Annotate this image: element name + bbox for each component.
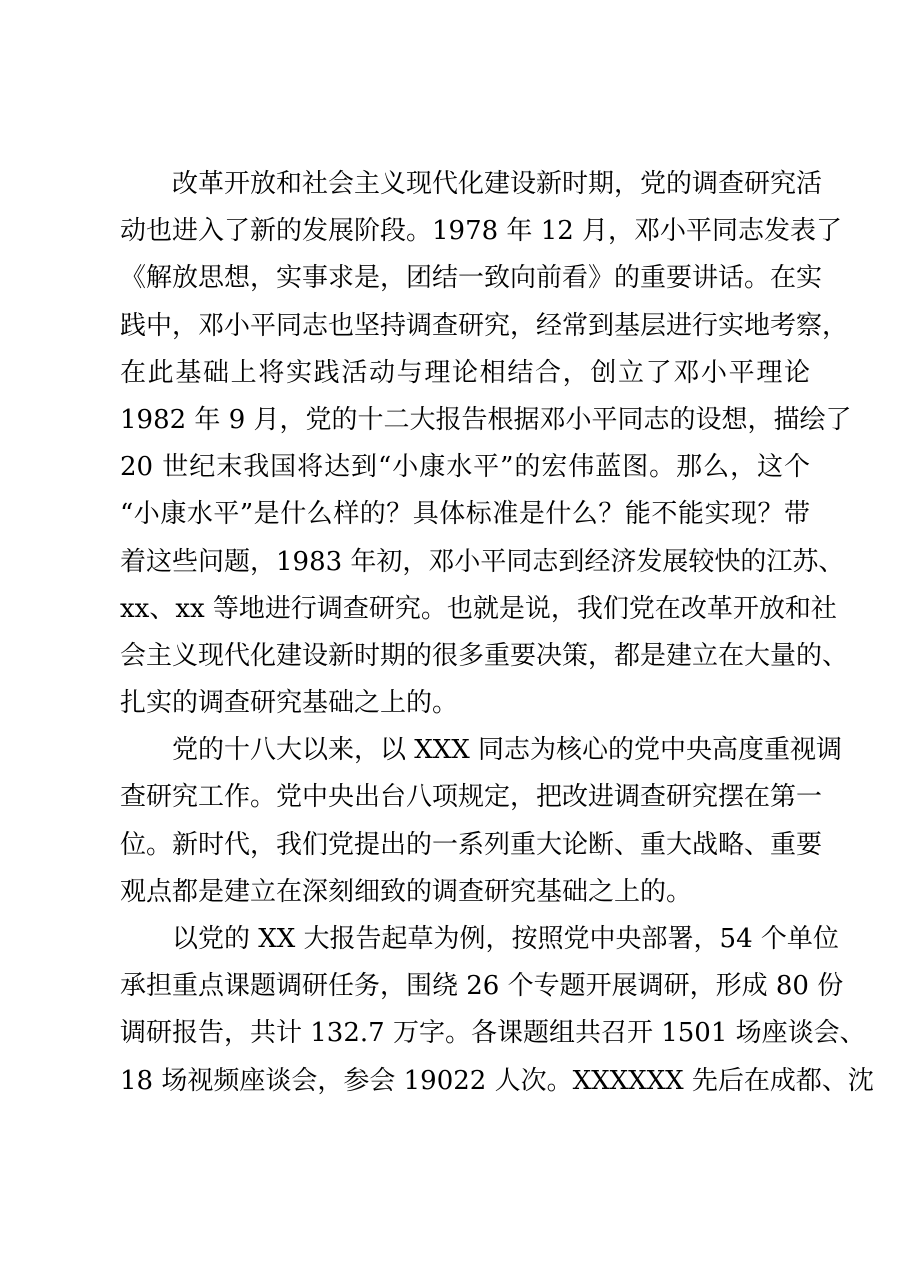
text-line: 着这些问题，1983 年初，邓小平同志到经济发展较快的江苏、 (120, 546, 845, 577)
text-line: 党的十八大以来，以 XXX 同志为核心的党中央高度重视调 (172, 735, 843, 766)
paragraph-1 (120, 161, 852, 727)
text-line: 在此基础上将实践活动与理论相结合，创立了邓小平理论 (120, 357, 810, 388)
text-line: 调研报告，共计 132.7 万字。各课题组共召开 1501 场座谈会、 (120, 1018, 866, 1049)
text-line: 位。新时代，我们党提出的一系列重大论断、重大战略、重要 (120, 829, 823, 860)
text-line: 会主义现代化建设新时期的很多重要决策，都是建立在大量的、 (120, 640, 849, 671)
text-line: 践中，邓小平同志也坚持调查研究，经常到基层进行实地考察， (120, 310, 849, 341)
document-body (120, 161, 874, 1105)
text-line: 《解放思想，实事求是，团结一致向前看》的重要讲话。在实 (120, 263, 823, 294)
text-line: 以党的 XX 大报告起草为例，按照党中央部署，54 个单位 (172, 924, 839, 954)
paragraph-2 (120, 727, 843, 916)
text-line: 动也进入了新的发展阶段。1978 年 12 月，邓小平同志发表了 (120, 216, 843, 247)
paragraph-3 (120, 916, 874, 1105)
text-line: 观点都是建立在深刻细致的调查研究基础之上的。 (120, 876, 693, 907)
text-line: 1982 年 9 月，党的十二大报告根据邓小平同志的设想，描绘了 (120, 404, 852, 435)
text-line: 承担重点课题调研任务，围绕 26 个专题开展调研，形成 80 份 (120, 971, 844, 1002)
text-line: xx、xx 等地进行调查研究。也就是说，我们党在改革开放和社 (120, 593, 837, 624)
text-line: 20 世纪末我国将达到“小康水平”的宏伟蓝图。那么，这个 (120, 452, 810, 483)
text-line: 查研究工作。党中央出台八项规定，把改进调查研究摆在第一 (120, 782, 823, 813)
text-line: 扎实的调查研究基础之上的。 (120, 688, 459, 719)
text-line: 18 场视频座谈会，参会 19022 人次。XXXXXX 先后在成都、沈 (120, 1065, 874, 1096)
text-line: 改革开放和社会主义现代化建设新时期，党的调查研究活 (172, 169, 823, 199)
text-line: “小康水平”是什么样的？具体标准是什么？能不能实现？带 (120, 499, 810, 530)
